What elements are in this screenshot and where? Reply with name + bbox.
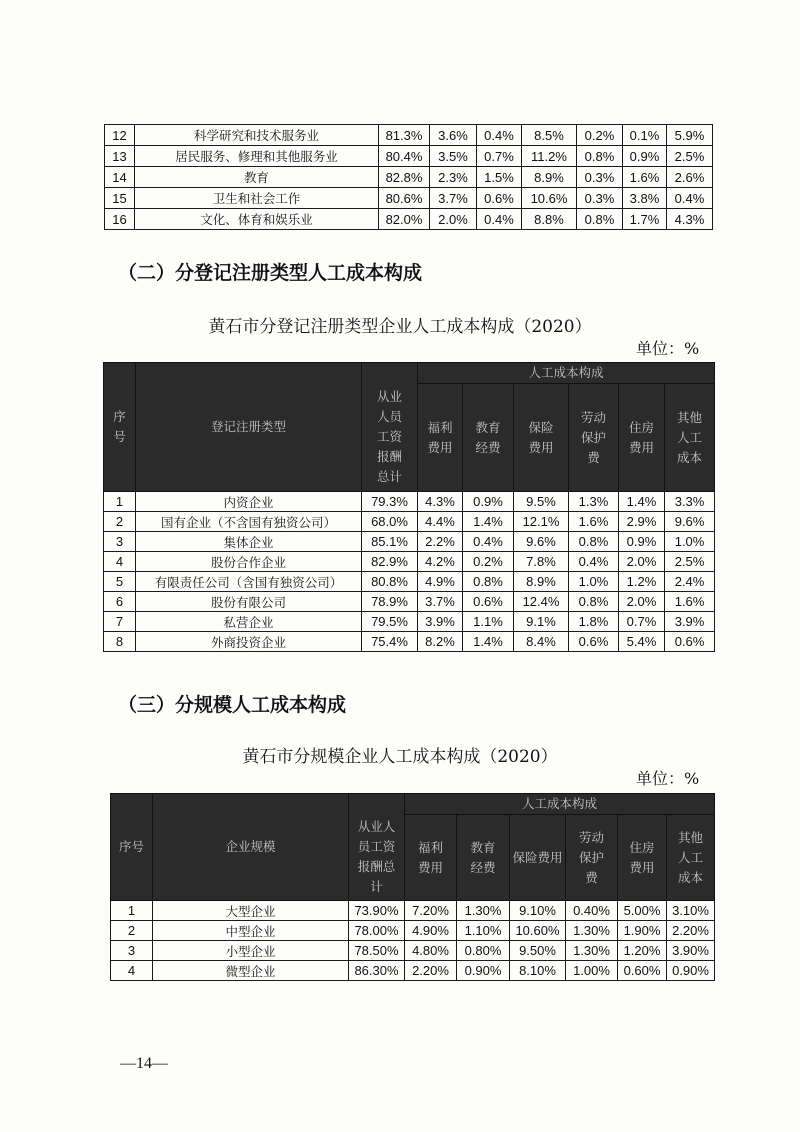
- row-seq-cell: 7: [104, 612, 136, 632]
- row-value-cell: 0.3%: [577, 188, 623, 209]
- row-value-cell: 1.30%: [457, 901, 510, 921]
- row-value-cell: 0.9%: [463, 492, 514, 512]
- row-category-cell: 科学研究和技术服务业: [135, 125, 379, 146]
- row-value-cell: 0.80%: [457, 941, 510, 961]
- enterprise-size-cost-table: [110, 793, 715, 981]
- header-col-labor-protection: [566, 815, 618, 901]
- row-value-cell: 8.5%: [522, 125, 577, 146]
- row-value-cell: 1.8%: [569, 612, 619, 632]
- unit-label: 单位：%: [636, 769, 700, 788]
- row-value-cell: 2.5%: [667, 146, 713, 167]
- row-value-cell: 1.00%: [566, 961, 618, 981]
- row-value-cell: 1.3%: [569, 492, 619, 512]
- row-value-cell: 0.1%: [623, 125, 667, 146]
- header-col-insurance-label: 保险费用: [528, 419, 554, 455]
- row-category-cell: 国有企业（不含国有独资公司）: [136, 512, 362, 532]
- row-value-cell: 2.6%: [667, 167, 713, 188]
- row-value-cell: 75.4%: [362, 632, 418, 652]
- row-value-cell: 10.60%: [510, 921, 566, 941]
- header-col-insurance: [510, 815, 566, 901]
- row-value-cell: 78.00%: [349, 921, 405, 941]
- row-value-cell: 80.8%: [362, 572, 418, 592]
- table-row: [104, 492, 715, 512]
- header-col-other: [665, 384, 715, 492]
- row-value-cell: 82.0%: [379, 209, 430, 230]
- row-value-cell: 0.4%: [477, 125, 522, 146]
- header-col-labor-protection: [569, 384, 619, 492]
- header-col-other-label: 其他人工成本: [678, 829, 704, 885]
- row-category-cell: 微型企业: [153, 961, 349, 981]
- header-col-labor-protection-label: 劳动保护费: [578, 829, 604, 885]
- header-category: [136, 363, 362, 492]
- header-col-housing: [618, 815, 667, 901]
- row-value-cell: 79.5%: [362, 612, 418, 632]
- table-caption: 黄石市分规模企业人工成本构成（2020）: [242, 747, 558, 767]
- row-seq-cell: 4: [111, 961, 153, 981]
- row-value-cell: 5.00%: [618, 901, 667, 921]
- row-value-cell: 8.4%: [514, 632, 569, 652]
- row-category-cell: 内资企业: [136, 492, 362, 512]
- row-value-cell: 3.7%: [418, 592, 463, 612]
- row-value-cell: 0.4%: [667, 188, 713, 209]
- row-seq-cell: 12: [105, 125, 135, 146]
- header-col-education: [457, 815, 510, 901]
- row-value-cell: 73.90%: [349, 901, 405, 921]
- row-value-cell: 4.2%: [418, 552, 463, 572]
- industry-cost-table: [104, 124, 713, 230]
- row-value-cell: 1.6%: [569, 512, 619, 532]
- header-col-wages: [349, 815, 405, 901]
- row-value-cell: 80.6%: [379, 188, 430, 209]
- row-value-cell: 0.7%: [477, 146, 522, 167]
- table-row: [104, 612, 715, 632]
- row-value-cell: 0.90%: [457, 961, 510, 981]
- row-value-cell: 0.4%: [477, 209, 522, 230]
- row-value-cell: 9.10%: [510, 901, 566, 921]
- row-seq-cell: 1: [111, 901, 153, 921]
- row-value-cell: 0.6%: [463, 592, 514, 612]
- header-category-label: 登记注册类型: [210, 419, 286, 434]
- registration-type-cost-table: [103, 362, 715, 652]
- table-row: [111, 901, 715, 921]
- table-row: [105, 167, 713, 188]
- row-value-cell: 0.8%: [569, 532, 619, 552]
- row-value-cell: 0.90%: [667, 961, 715, 981]
- row-seq-cell: 14: [105, 167, 135, 188]
- table-row: [104, 592, 715, 612]
- row-value-cell: 0.4%: [569, 552, 619, 572]
- row-value-cell: 1.90%: [618, 921, 667, 941]
- row-category-cell: 股份合作企业: [136, 552, 362, 572]
- row-value-cell: 3.9%: [665, 612, 715, 632]
- row-value-cell: 2.5%: [665, 552, 715, 572]
- header-group: [418, 363, 715, 384]
- row-value-cell: 1.30%: [566, 941, 618, 961]
- row-value-cell: 9.1%: [514, 612, 569, 632]
- row-value-cell: 4.3%: [667, 209, 713, 230]
- row-value-cell: 9.5%: [514, 492, 569, 512]
- row-value-cell: 12.4%: [514, 592, 569, 612]
- row-value-cell: 78.50%: [349, 941, 405, 961]
- row-value-cell: 1.20%: [618, 941, 667, 961]
- row-seq-cell: 3: [104, 532, 136, 552]
- header-col-wages-label: 从业人员工资报酬总计: [357, 819, 396, 895]
- table-row: [105, 146, 713, 167]
- table-row: [111, 961, 715, 981]
- row-value-cell: 3.10%: [667, 901, 715, 921]
- row-value-cell: 2.0%: [430, 209, 477, 230]
- table-header: [104, 363, 715, 492]
- row-value-cell: 4.80%: [405, 941, 457, 961]
- row-seq-cell: 1: [104, 492, 136, 512]
- table-row: [105, 209, 713, 230]
- header-col-education-label: 教育经费: [475, 419, 501, 455]
- row-category-cell: 教育: [135, 167, 379, 188]
- row-value-cell: 4.90%: [405, 921, 457, 941]
- section-heading: （二）分登记注册类型人工成本构成: [118, 262, 423, 284]
- row-value-cell: 1.6%: [623, 167, 667, 188]
- row-seq-cell: 4: [104, 552, 136, 572]
- row-value-cell: 2.0%: [619, 552, 665, 572]
- row-seq-cell: 8: [104, 632, 136, 652]
- row-value-cell: 2.3%: [430, 167, 477, 188]
- table-row: [111, 941, 715, 961]
- row-category-cell: 小型企业: [153, 941, 349, 961]
- row-value-cell: 2.0%: [619, 592, 665, 612]
- row-value-cell: 0.6%: [477, 188, 522, 209]
- row-value-cell: 0.7%: [619, 612, 665, 632]
- row-value-cell: 8.9%: [514, 572, 569, 592]
- row-value-cell: 68.0%: [362, 512, 418, 532]
- row-category-cell: 私营企业: [136, 612, 362, 632]
- table-row: [104, 632, 715, 652]
- header-col-education: [463, 384, 514, 492]
- row-value-cell: 1.1%: [463, 612, 514, 632]
- table-row: [111, 921, 715, 941]
- row-value-cell: 4.9%: [418, 572, 463, 592]
- row-value-cell: 8.2%: [418, 632, 463, 652]
- row-value-cell: 1.7%: [623, 209, 667, 230]
- header-seq-label: 序号: [118, 839, 144, 854]
- industry-table-body: [105, 125, 713, 230]
- row-value-cell: 8.9%: [522, 167, 577, 188]
- row-value-cell: 0.6%: [665, 632, 715, 652]
- header-category-label: 企业规模: [225, 839, 276, 854]
- table-row: [104, 552, 715, 572]
- row-value-cell: 9.6%: [514, 532, 569, 552]
- row-value-cell: 5.4%: [619, 632, 665, 652]
- row-value-cell: 3.8%: [623, 188, 667, 209]
- header-seq-label: 序号: [113, 409, 126, 444]
- row-value-cell: 7.8%: [514, 552, 569, 572]
- registration-table-body: [104, 492, 715, 652]
- row-value-cell: 0.8%: [463, 572, 514, 592]
- row-value-cell: 1.30%: [566, 921, 618, 941]
- row-value-cell: 0.4%: [463, 532, 514, 552]
- row-seq-cell: 5: [104, 572, 136, 592]
- row-category-cell: 外商投资企业: [136, 632, 362, 652]
- row-value-cell: 4.4%: [418, 512, 463, 532]
- header-group: [405, 794, 715, 815]
- row-category-cell: 中型企业: [153, 921, 349, 941]
- row-value-cell: 3.5%: [430, 146, 477, 167]
- row-value-cell: 78.9%: [362, 592, 418, 612]
- row-value-cell: 79.3%: [362, 492, 418, 512]
- size-table-body: [111, 901, 715, 981]
- header-category: [153, 794, 349, 901]
- row-value-cell: 4.3%: [418, 492, 463, 512]
- row-value-cell: 12.1%: [514, 512, 569, 532]
- row-value-cell: 0.9%: [619, 532, 665, 552]
- row-value-cell: 82.8%: [379, 167, 430, 188]
- header-col-other-label: 其他人工成本: [677, 409, 703, 465]
- table-header: [111, 794, 715, 901]
- header-col-housing-label: 住房费用: [629, 839, 655, 875]
- row-value-cell: 0.2%: [577, 125, 623, 146]
- row-category-cell: 集体企业: [136, 532, 362, 552]
- header-col-welfare: [418, 384, 463, 492]
- header-col-insurance-label: 保险费用: [512, 849, 563, 865]
- row-value-cell: 1.2%: [619, 572, 665, 592]
- table-row: [104, 572, 715, 592]
- row-value-cell: 0.40%: [566, 901, 618, 921]
- row-value-cell: 2.20%: [667, 921, 715, 941]
- row-value-cell: 0.2%: [463, 552, 514, 572]
- row-value-cell: 1.4%: [619, 492, 665, 512]
- header-group-label: 人工成本构成: [528, 365, 604, 380]
- row-seq-cell: 13: [105, 146, 135, 167]
- header-col-wages-label: 从业人员工资报酬总计: [376, 389, 402, 485]
- row-value-cell: 0.3%: [577, 167, 623, 188]
- row-category-cell: 有限责任公司（含国有独资公司）: [136, 572, 362, 592]
- row-value-cell: 8.10%: [510, 961, 566, 981]
- row-value-cell: 2.2%: [418, 532, 463, 552]
- header-col-housing-label: 住房费用: [628, 419, 654, 455]
- row-value-cell: 0.8%: [577, 209, 623, 230]
- section-heading: （三）分规模人工成本构成: [118, 694, 347, 716]
- row-value-cell: 2.20%: [405, 961, 457, 981]
- table-caption: 黄石市分登记注册类型企业人工成本构成（2020）: [208, 317, 592, 337]
- row-value-cell: 80.4%: [379, 146, 430, 167]
- header-col-housing: [619, 384, 665, 492]
- row-value-cell: 2.4%: [665, 572, 715, 592]
- table-row: [105, 125, 713, 146]
- row-value-cell: 1.0%: [569, 572, 619, 592]
- row-value-cell: 9.50%: [510, 941, 566, 961]
- header-col-welfare: [405, 815, 457, 901]
- row-category-cell: 股份有限公司: [136, 592, 362, 612]
- row-value-cell: 3.90%: [667, 941, 715, 961]
- row-seq-cell: 2: [104, 512, 136, 532]
- row-seq-cell: 2: [111, 921, 153, 941]
- row-category-cell: 文化、体育和娱乐业: [135, 209, 379, 230]
- row-value-cell: 0.8%: [569, 592, 619, 612]
- table-row: [104, 532, 715, 552]
- header-col-other: [667, 815, 715, 901]
- row-value-cell: 10.6%: [522, 188, 577, 209]
- row-value-cell: 1.0%: [665, 532, 715, 552]
- row-value-cell: 0.8%: [577, 146, 623, 167]
- row-seq-cell: 16: [105, 209, 135, 230]
- row-value-cell: 0.6%: [569, 632, 619, 652]
- row-value-cell: 3.9%: [418, 612, 463, 632]
- header-col-welfare-label: 福利费用: [427, 419, 453, 455]
- row-seq-cell: 6: [104, 592, 136, 612]
- table-row: [105, 188, 713, 209]
- row-value-cell: 3.6%: [430, 125, 477, 146]
- row-category-cell: 卫生和社会工作: [135, 188, 379, 209]
- row-value-cell: 1.10%: [457, 921, 510, 941]
- row-value-cell: 82.9%: [362, 552, 418, 572]
- table-row: [104, 512, 715, 532]
- row-seq-cell: 15: [105, 188, 135, 209]
- page-number: —14—: [120, 1055, 168, 1072]
- row-value-cell: 85.1%: [362, 532, 418, 552]
- header-col-welfare-label: 福利费用: [417, 839, 443, 875]
- header-col-education-label: 教育经费: [470, 839, 496, 875]
- row-category-cell: 大型企业: [153, 901, 349, 921]
- row-value-cell: 81.3%: [379, 125, 430, 146]
- header-col-insurance: [514, 384, 569, 492]
- row-value-cell: 86.30%: [349, 961, 405, 981]
- row-value-cell: 3.7%: [430, 188, 477, 209]
- row-value-cell: 2.9%: [619, 512, 665, 532]
- header-seq: [111, 794, 153, 901]
- row-value-cell: 9.6%: [665, 512, 715, 532]
- row-value-cell: 1.4%: [463, 512, 514, 532]
- row-value-cell: 0.60%: [618, 961, 667, 981]
- row-value-cell: 0.9%: [623, 146, 667, 167]
- row-value-cell: 3.3%: [665, 492, 715, 512]
- row-category-cell: 居民服务、修理和其他服务业: [135, 146, 379, 167]
- header-col-wages: [362, 384, 418, 492]
- row-value-cell: 7.20%: [405, 901, 457, 921]
- row-seq-cell: 3: [111, 941, 153, 961]
- row-value-cell: 1.5%: [477, 167, 522, 188]
- row-value-cell: 1.6%: [665, 592, 715, 612]
- row-value-cell: 1.4%: [463, 632, 514, 652]
- header-group-label: 人工成本构成: [522, 796, 598, 811]
- row-value-cell: 11.2%: [522, 146, 577, 167]
- header-col-labor-protection-label: 劳动保护费: [580, 409, 606, 465]
- row-value-cell: 5.9%: [667, 125, 713, 146]
- header-seq: [104, 363, 136, 492]
- row-value-cell: 8.8%: [522, 209, 577, 230]
- unit-label: 单位：%: [636, 339, 700, 358]
